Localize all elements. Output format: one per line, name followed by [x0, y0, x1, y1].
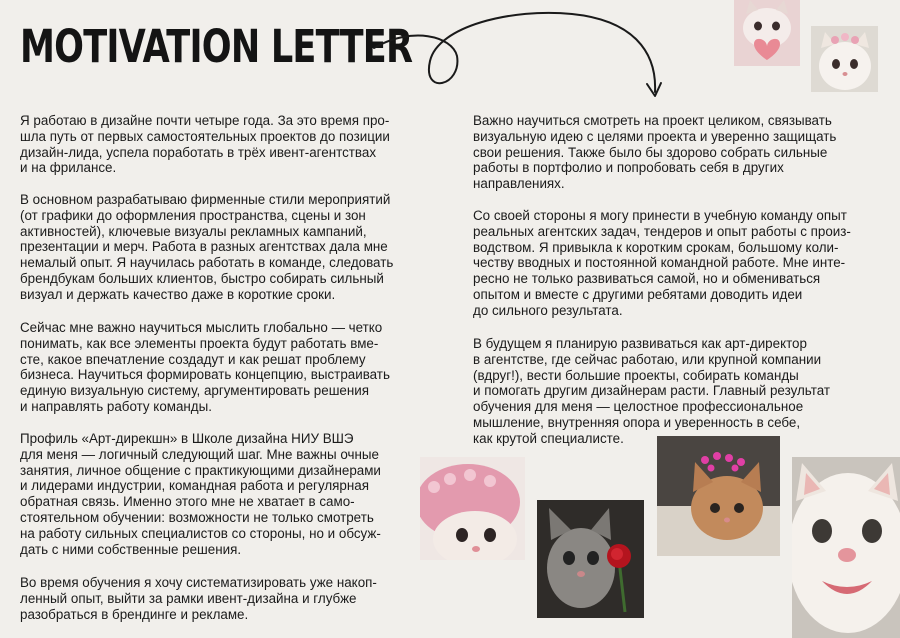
curved-arrow-icon — [372, 6, 672, 106]
kitten-heart-hands-photo — [734, 0, 800, 66]
kitten-flower-crown-photo — [811, 26, 878, 92]
paragraph: Во время обучения я хочу систематизировать уже накоп- ленный опыт, выйти за рамки ивент-дизайна и глубже разобраться в брендинге и рекламе. — [20, 575, 377, 622]
left-text-column — [20, 113, 440, 622]
paragraph: В будущем я планирую развиваться как арт-директор в агентстве, где сейчас работаю, или крупной компании (вдруг!), вести большие проекты, собирать команды и помогать другим дизайнерам расти. Главный результат обучения для меня — целостное профессиональное мышление, внутренняя опора и уверенность в себе, как крутой специалисте. — [473, 336, 830, 446]
paragraph: Профиль «Арт-дирекшн» в Школе дизайна НИУ ВШЭ для меня — логичный следующий шаг. Мне важны очные занятия, личное общение с практикующими дизайнерами и лидерами индустрии, командная работа и регулярная обратная связь. Именно этого мне не хватает в само- стоятельном обучении: возможности не только смотреть на работу сильных специалистов со стороны, но и обсуж- дать с ними собственные решения. — [20, 431, 381, 557]
kitten-pink-hat-photo — [420, 457, 525, 560]
white-cat-closeup-photo — [792, 457, 900, 638]
kitten-rose-photo — [537, 500, 644, 618]
paragraph: Важно научиться смотреть на проект целиком, связывать визуальную идею с целями проекта и уверенно защищать свои решения. Также было бы здорово собрать сильные работы в портфолио и попробовать себя в других направлениях. — [473, 113, 837, 192]
page-title: MOTIVATION LETTER — [20, 20, 413, 73]
paragraph: В основном разрабатываю фирменные стили мероприятий (от графики до оформления пространства, сцены и зон активностей), ключевые визуалы рекламных кампаний, презентации и мерч. Работа в разных агентствах дала мне немалый опыт. Я научилась работать в команде, следовать брендбукам больших клиентов, быстро собирать сильный визуал и держать качество даже в короткие сроки. — [20, 192, 394, 302]
right-text-column — [473, 113, 893, 447]
paragraph: Сейчас мне важно научиться мыслить глобально — четко понимать, как все элементы проекта будут работать вме- сте, какое впечатление создадут и как решат проблему бизнеса. Научиться формировать концепцию, выстраивать единую визуальную систему, аргументировать решения и направлять работу команды. — [20, 320, 390, 414]
kitten-hearts-photo — [657, 436, 780, 556]
paragraph: Я работаю в дизайне почти четыре года. За это время про- шла путь от первых самостоятельных проектов до позиции дизайн-лида, успела поработать в трёх ивент-агентствах и на фрилансе. — [20, 113, 390, 176]
paragraph: Со своей стороны я могу принести в учебную команду опыт реальных агентских задач, тендеров и опыт работы с произ- водством. Я привыкла к коротким срокам, большому коли- честву вводных и постоянной командной работе. Мне инте- ресно не только развиваться самой, но и обмениваться опытом и вместе с другими ребятами доводить идеи до сильного результата. — [473, 208, 851, 318]
